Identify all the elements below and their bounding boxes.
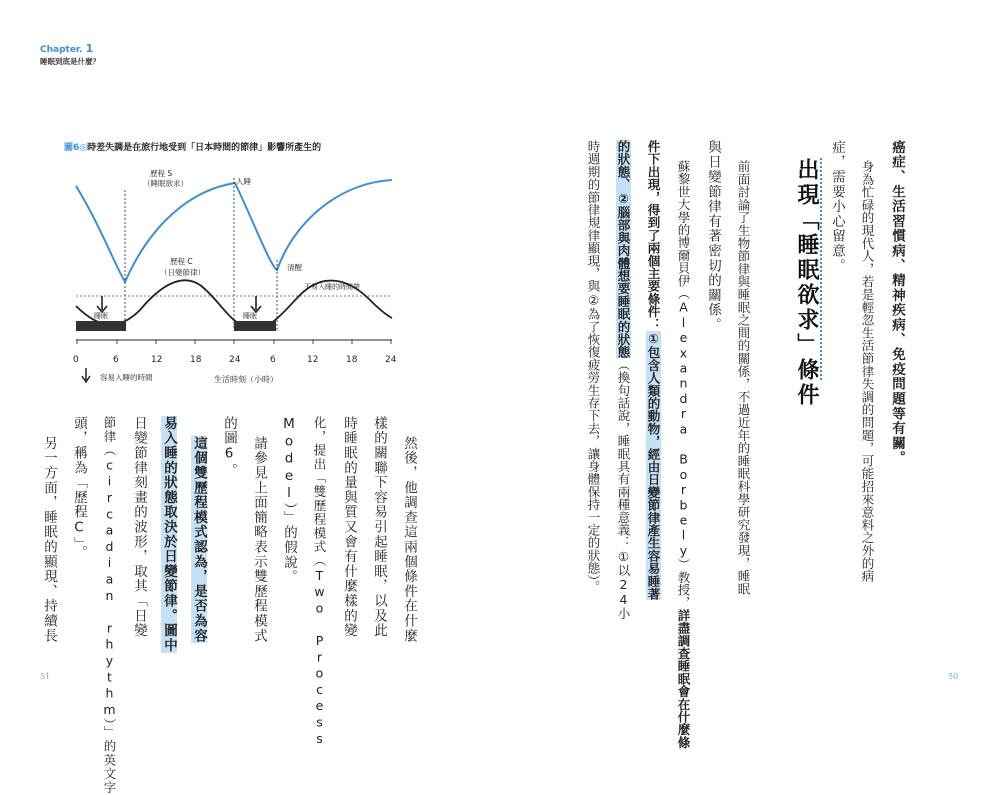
wake-label: 清醒 bbox=[287, 263, 302, 272]
heading-divider bbox=[820, 158, 822, 380]
text-column: 然後，他調查這兩個條件在什麼 bbox=[401, 436, 417, 644]
easy-sleep-legend: 容易入睡的時間 bbox=[100, 373, 153, 382]
figure-title: 圖6◎時差失調是在旅行地受到「日本時間的節律」影響所產生的 bbox=[64, 143, 322, 153]
tick-label: 18 bbox=[190, 355, 202, 365]
sleep-box-label-1: 睡眠 bbox=[94, 312, 108, 320]
text-column: 日變節律刻畫的波形，取其「日變 bbox=[131, 416, 147, 638]
text-column: 請參見上面簡略表示雙歷程模式 bbox=[251, 436, 267, 644]
sleep-onset-label: 入睡 bbox=[236, 177, 251, 186]
tick-label: 6 bbox=[270, 355, 276, 365]
text-column: 時週期的節律規律顯現，與②為了恢復疲勞生存下去，讓身體保持一定的狀態）。 bbox=[586, 140, 601, 594]
text-column: 節律（circadian rhythm）」的英文字 bbox=[102, 416, 117, 795]
text-column: 蘇黎世大學的博爾貝伊（Alexandra Borbely）教授，詳盡調查睡眠會在什麼條 bbox=[676, 160, 691, 749]
text-column: 與日變節律有著密切的關係。 bbox=[705, 140, 721, 333]
text-column: 身為忙碌的現代人，若是輕忽生活節律失調的問題，可能招來意料之外的病 bbox=[860, 160, 875, 583]
section-heading: 出現「睡眠欲求」條件 bbox=[794, 158, 819, 408]
text-column: 前面討論了生物節律與睡眠之間的關係，不過近年的睡眠科學研究發現，睡眠 bbox=[736, 160, 751, 596]
chapter-number: 1 bbox=[85, 42, 94, 55]
sleep-box-label-2: 睡眠 bbox=[243, 312, 257, 320]
tick-label: 12 bbox=[151, 355, 163, 365]
tick-label: 12 bbox=[307, 355, 319, 365]
text-column: 件下出現，得到了兩個主要條件：①包含人類的動物，經由日變節律產生容易睡著 bbox=[646, 140, 661, 600]
text-column: 症，需要小心留意。 bbox=[829, 140, 845, 274]
x-axis-label: 生活時刻（小時） bbox=[214, 375, 278, 384]
text-column: 的圖6。 bbox=[221, 416, 237, 478]
text-column: 癌症、生活習慣病、精神疾病、免疫問題等有關。 bbox=[889, 140, 905, 466]
tick-label: 24 bbox=[385, 355, 397, 365]
text-column: 另一方面，睡眠的顯現、持續長 bbox=[41, 436, 57, 644]
hard-to-sleep-label: 不易入睡的時間帶 bbox=[304, 283, 360, 291]
text-column: 時睡眠的量與質又會有什麼樣的變 bbox=[341, 416, 357, 638]
process-c-sublabel: （日變節律） bbox=[160, 268, 205, 277]
text-column: 化，提出「雙歷程模式（Two Process bbox=[312, 416, 327, 748]
process-s-sublabel: （睡眠欲求） bbox=[143, 179, 188, 188]
figure-tag: 圖6◎ bbox=[64, 143, 88, 153]
page-number-right: 50 bbox=[948, 672, 959, 681]
right-page-body bbox=[500, 0, 1000, 749]
tick-label: 24 bbox=[229, 355, 241, 365]
process-c-label: 歷程 C bbox=[170, 257, 193, 266]
process-s-label: 歷程 S bbox=[150, 169, 173, 178]
text-column: 的狀態、②腦部與肉體想要睡眠的狀態（換句話說，睡眠具有兩種意義：①以24小 bbox=[616, 140, 631, 620]
tick-label: 6 bbox=[113, 355, 119, 365]
text-column: Model）」的假說。 bbox=[281, 416, 297, 585]
page-number-left: 51 bbox=[40, 672, 51, 681]
chapter-label: Chapter. 1 bbox=[40, 42, 94, 55]
text-column: 樣的關聯下容易引起睡眠，以及此 bbox=[371, 416, 387, 638]
tick-label: 18 bbox=[346, 355, 358, 365]
text-column: 易入睡的狀態取決於日變節律。圖中 bbox=[161, 416, 177, 653]
text-column: 頭，稱為「歷程C」。 bbox=[71, 416, 87, 560]
chapter-title: 睡眠到底是什麼？ bbox=[40, 57, 100, 66]
tick-label: 0 bbox=[73, 355, 79, 365]
text-column: 這個雙歷程模式認為，是否為容 bbox=[191, 436, 207, 644]
